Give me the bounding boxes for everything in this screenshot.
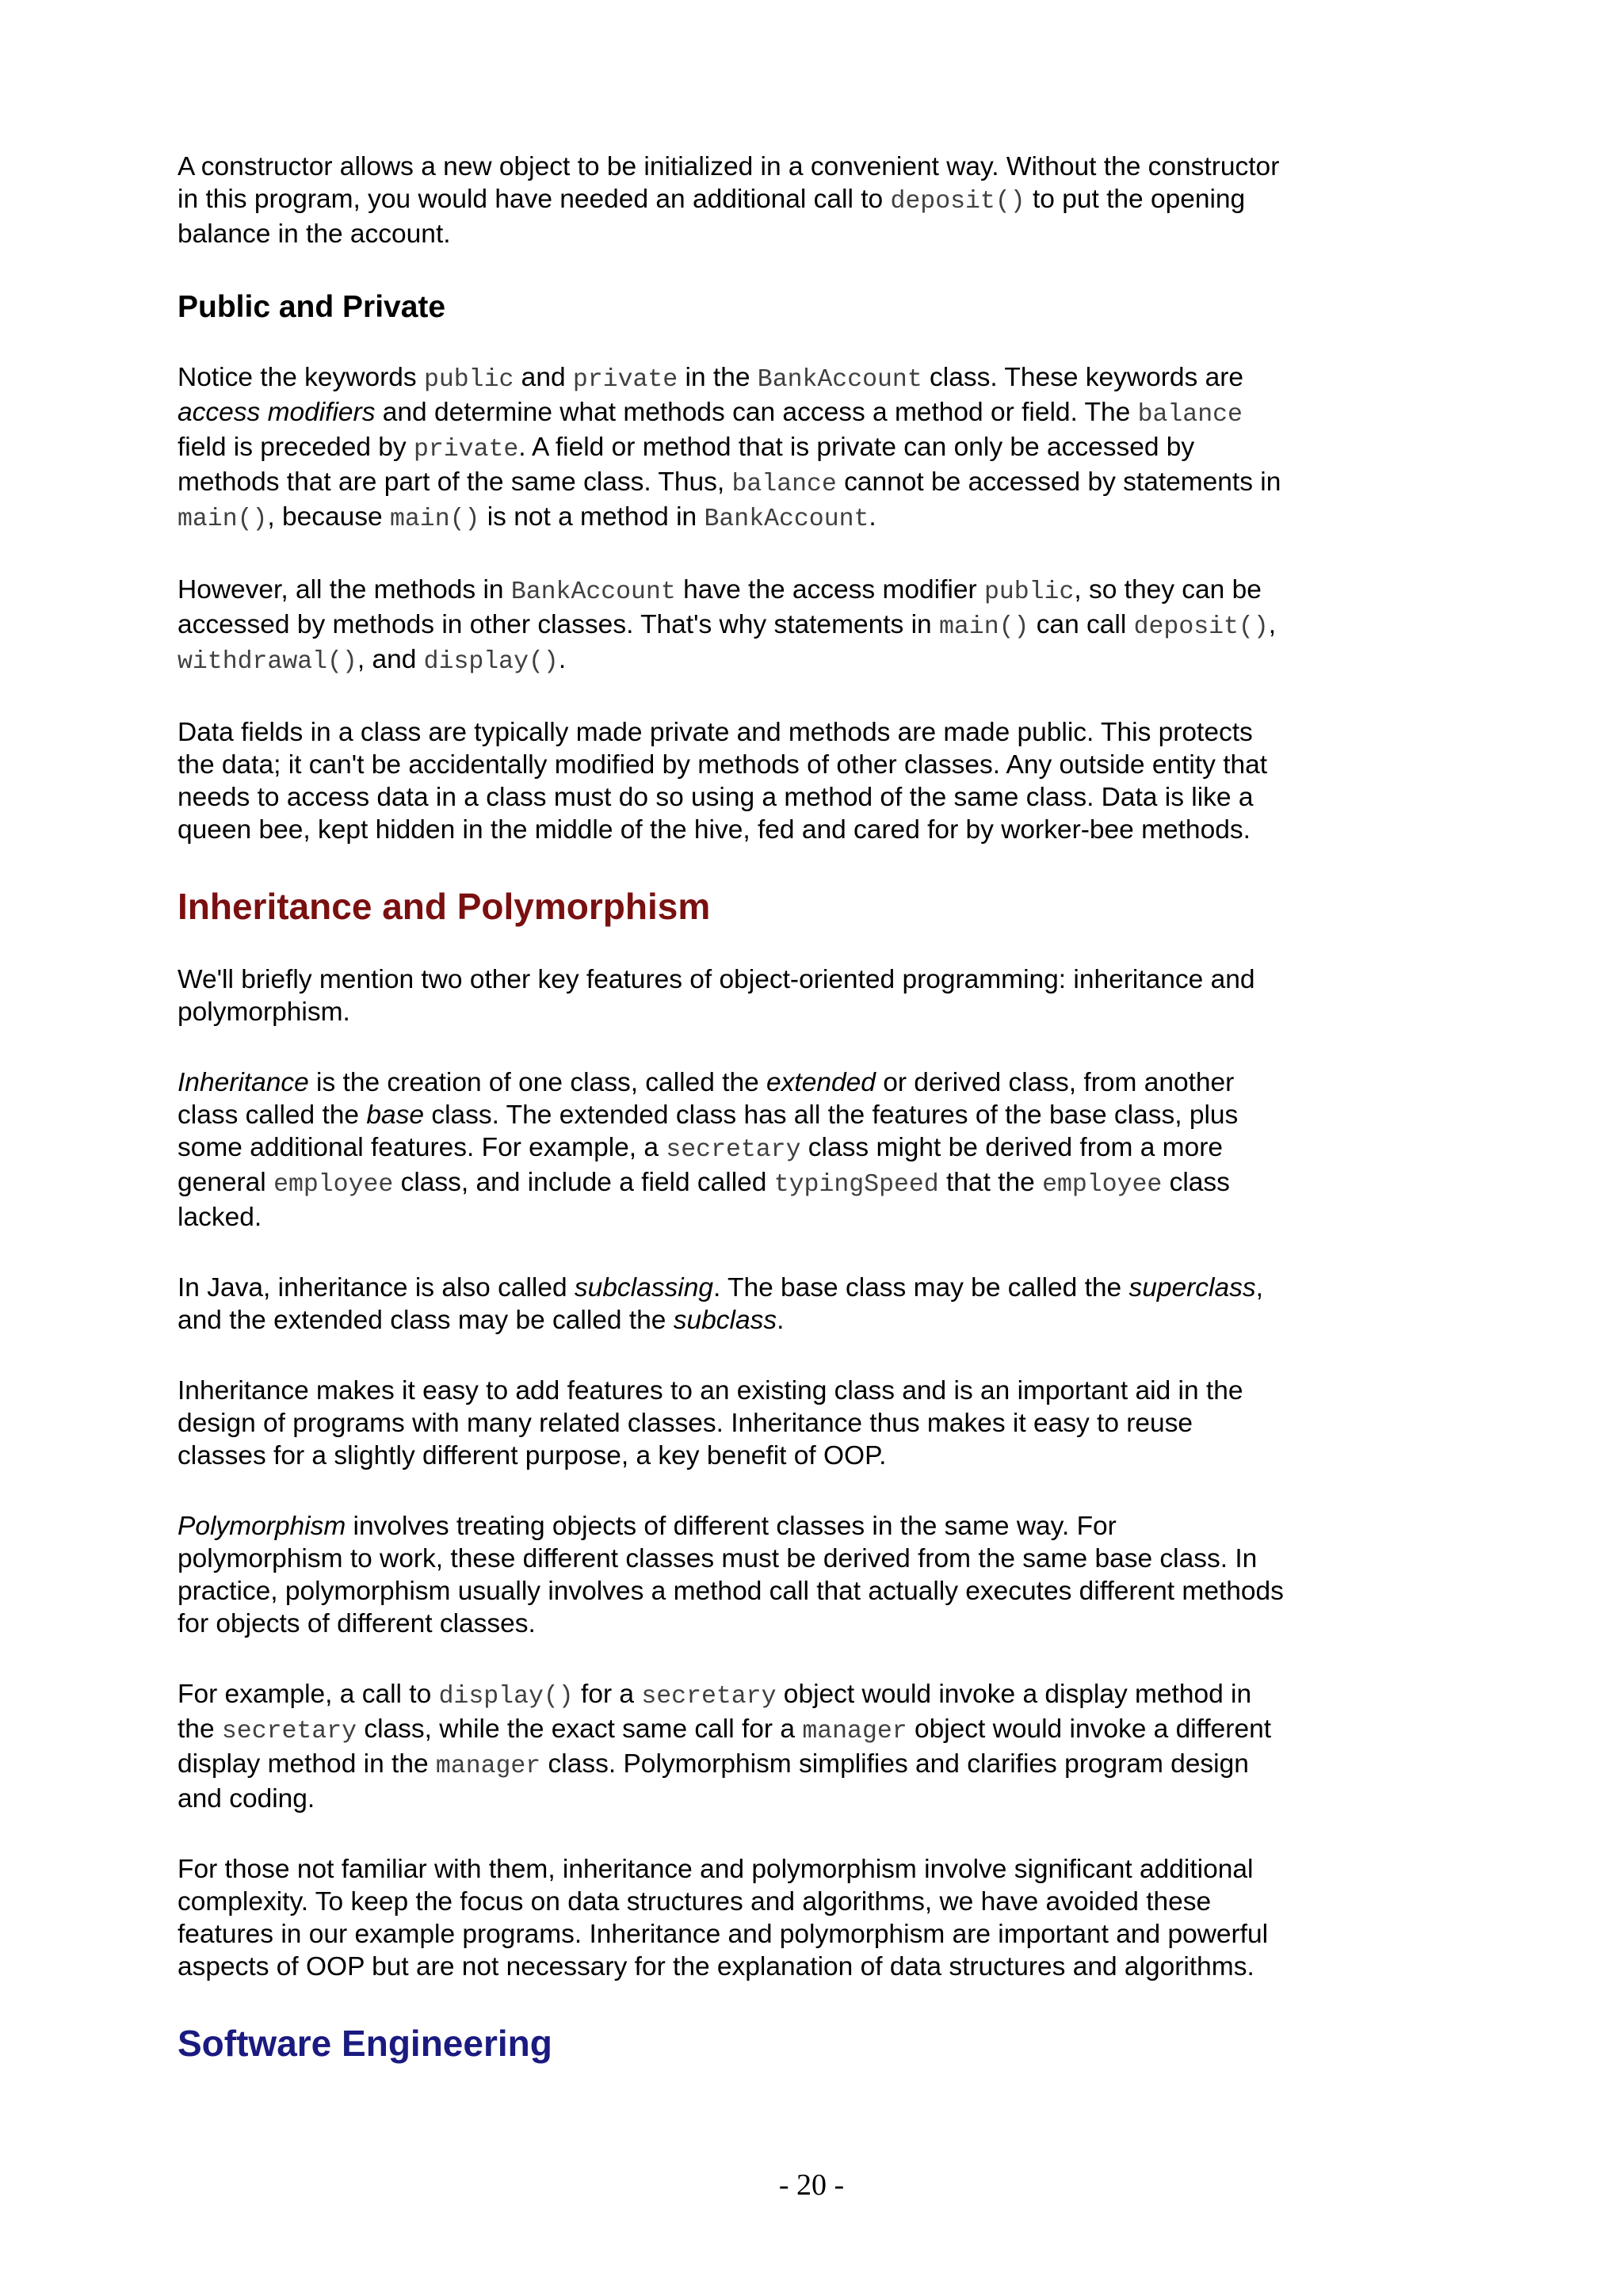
heading-software-engineering: Software Engineering [178, 2023, 552, 2064]
page-content [178, 151, 1287, 2100]
heading-public-and-private: Public and Private [178, 290, 446, 324]
paragraph-complexity-note: For those not familiar with them, inheritance and polymorphism involve significant additional complexity. To keep the focus on data structures and algorithms, we have avoided these features in our example programs. Inheritance and polymorphism are important and powerful aspects of OOP but are not necessary for the explanation of data structures and algorithms. [178, 1855, 1269, 1981]
paragraph-subclassing: In Java, inheritance is also called subclassing. The base class may be called the superclass, and the extended class may be called the subclass. [178, 1273, 1263, 1335]
heading-inheritance-polymorphism: Inheritance and Polymorphism [178, 886, 711, 927]
paragraph-constructor: A constructor allows a new object to be initialized in a convenient way. Without the constructor in this program, you would have needed an additional call to deposit() to put the opening balance in the account. [178, 152, 1280, 249]
paragraph-keywords: Notice the keywords public and private in the BankAccount class. These keywords are access modifiers and determine what methods can access a method or field. The balance field is preceded by private. A field or method that is private can only be accessed by methods that are part of the same class. Thus, balance cannot be accessed by statements in main(), because main() is not a method in BankAccount. [178, 363, 1281, 533]
page-number: - 20 - [778, 2168, 845, 2202]
paragraph-polymorphism-example: For example, a call to display() for a secretary object would invoke a display method in the secretary class, while the exact same call for a manager object would invoke a different display method in the manager class. Polymorphism simplifies and clarifies program design and coding. [178, 1680, 1272, 1814]
paragraph-data-fields: Data fields in a class are typically made private and methods are made public. This protects the data; it can't be accidentally modified by methods of other classes. Any outside entity that needs to access data in a class must do so using a method of the same class. Data is like a queen bee, kept hidden in the middle of the hive, fed and cared for by worker-bee methods. [178, 718, 1268, 845]
paragraph-intro-features: We'll briefly mention two other key features of object-oriented programming: inheritance and polymorphism. [178, 965, 1255, 1027]
paragraph-inheritance-benefits: Inheritance makes it easy to add features to an existing class and is an important aid in the design of programs with many related classes. Inheritance thus makes it easy to reuse classes for a slightly different purpose, a key benefit of OOP. [178, 1376, 1243, 1470]
paragraph-inheritance: Inheritance is the creation of one class, called the extended or derived class, from another class called the base class. The extended class has all the features of the base class, plus some additional features. For example, a secretary class might be derived from a more general employee class, and include a field called typingSpeed that the employee class lacked. [178, 1068, 1239, 1232]
paragraph-public-methods: However, all the methods in BankAccount have the access modifier public, so they can be accessed by methods in other classes. That's why statements in main() can call deposit(), withdrawal(), and display(). [178, 575, 1277, 676]
paragraph-polymorphism: Polymorphism involves treating objects of different classes in the same way. For polymorphism to work, these different classes must be derived from the same base class. In practice, polymorphism usually involves a method call that actually executes different methods for objects of different classes. [178, 1512, 1284, 1638]
